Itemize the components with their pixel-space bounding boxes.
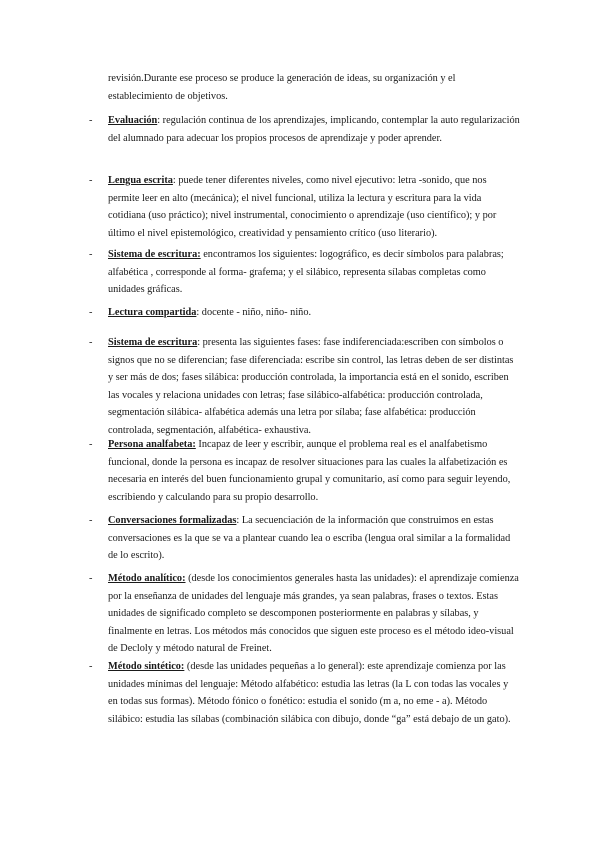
list-item-conversaciones xyxy=(108,512,520,565)
term: Lectura compartida xyxy=(108,307,197,318)
list-bullet: - xyxy=(89,573,93,584)
list-item-sistema-escritura-fases xyxy=(108,334,520,439)
term: Método analítico: xyxy=(108,573,186,584)
term: Método sintético: xyxy=(108,661,185,672)
list-bullet: - xyxy=(89,307,93,318)
list-item-sistema-escritura xyxy=(108,246,520,299)
list-bullet: - xyxy=(89,175,93,186)
term: Lengua escrita xyxy=(108,175,173,186)
list-bullet: - xyxy=(89,115,93,126)
list-item-evaluacion xyxy=(108,112,520,147)
list-item-lengua-escrita xyxy=(108,172,520,242)
term: Sistema de escritura: xyxy=(108,249,201,260)
definition: (desde los conocimientos generales hasta las unidades): el aprendizaje comienza por la enseñanza de unidades del lenguaje más grandes, ya sean palabras, frases o textos. Estas unidades de significado completo se descomponen posteriormente en palabras y sílabas, y finalmente en letras. Los métodos más conocidos que siguen este proceso es el método ideo-visual de Decloly y método natural de Freinet. xyxy=(108,573,519,654)
list-item-metodo-sintetico xyxy=(108,658,520,728)
intro-paragraph: revisión.Durante ese proceso se produce la generación de ideas, su organización y el establecimiento de objetivos. xyxy=(108,73,456,102)
definition: : docente - niño, niño- niño. xyxy=(196,307,312,318)
list-bullet: - xyxy=(89,661,93,672)
term: Evaluación xyxy=(108,115,158,126)
definition: : puede tener diferentes niveles, como nivel ejecutivo: letra -sonido, que nos permite leer en alto (mecánica); el nivel funcional, utiliza la lectura y escritura para la vida cotidiana (uso práctico); nivel instrumental, conocimiento o aprendizaje (uso científico); y por último el nivel epistemológico, creatividad y pensamiento crítico (uso literario). xyxy=(108,175,497,239)
definition: encontramos los siguientes: logográfico, es decir símbolos para palabras; alfabética , corresponde al forma- grafema; y el silábico, representa sílabas completas como unidades gráficas. xyxy=(108,249,504,295)
term: Persona analfabeta: xyxy=(108,439,196,450)
list-bullet: - xyxy=(89,515,93,526)
list-item-persona-analfabeta xyxy=(108,436,520,506)
definition: : regulación continua de los aprendizajes, implicando, contemplar la auto regularización del alumnado para adecuar los propios procesos de aprendizaje y poder aprender. xyxy=(108,115,520,144)
list-bullet: - xyxy=(89,337,93,348)
list-bullet: - xyxy=(89,249,93,260)
definition: : presenta las siguientes fases: fase indiferenciada:escriben con símbolos o signos que no se diferencian; fase diferenciada: escribe sin control, las letras deben de ser distintas y ser más de dos; fases silábica: producción controlada, la importancia está en el sonido, escriben las vocales y relaciona unidades con letras; fase silábico-alfabética: producción controlada, segmentación silábica- alfabética además una letra por sílaba; fase alfabética: producción controlada, segmentación, alfabética- exhaustiva. xyxy=(108,337,514,436)
definition: (desde las unidades pequeñas a lo general): este aprendizaje comienza por las unidades mínimas del lenguaje: Método alfabético: estudia las letras (la L con todas las vocales y en todas sus formas). Método fónico o fonético: estudia el sonido (m a, no eme - a). Método silábico: estudia las sílabas (combinación silábica con dibujo, donde “ga” está debajo de un gato). xyxy=(108,661,511,725)
term: Conversaciones formalizadas xyxy=(108,515,237,526)
list-bullet: - xyxy=(89,439,93,450)
term: Sistema de escritura xyxy=(108,337,198,348)
definition: Incapaz de leer y escribir, aunque el problema real es el analfabetismo funcional, donde la persona es incapaz de resolver situaciones para las cuales la alfabetización es necesaria en interés del buen funcionamiento grupal y comunitario, así como para seguir leyendo, escribiendo y calculando para su propio desarrollo. xyxy=(108,439,511,503)
list-item-metodo-analitico xyxy=(108,570,520,658)
list-item-lectura-compartida xyxy=(108,304,520,322)
definition: : La secuenciación de la información que construimos en estas conversaciones es la que se va a plantear cuando lea o escriba (lengua oral similar a la formalidad de lo escrito). xyxy=(108,515,511,561)
